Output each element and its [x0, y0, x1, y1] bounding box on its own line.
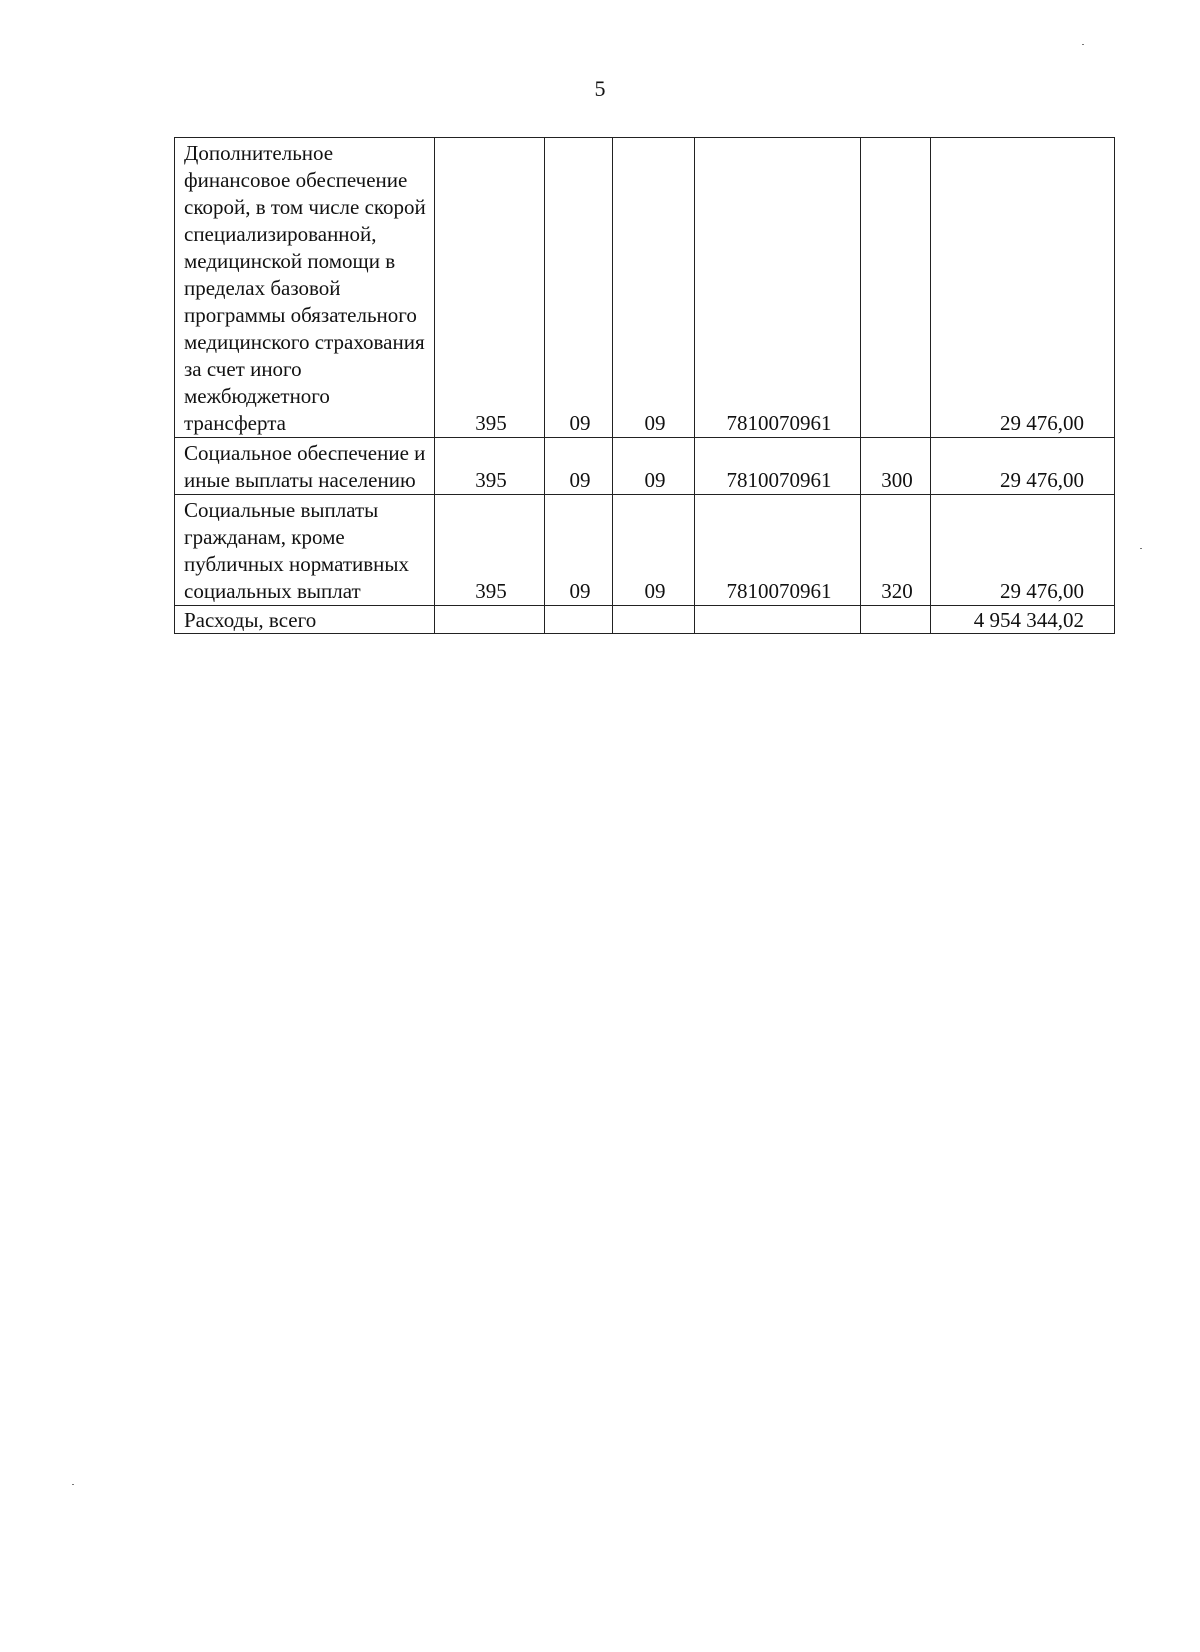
- empty-cell: [613, 606, 695, 634]
- amount-cell: 29 476,00: [931, 495, 1115, 606]
- expense-type-cell: 300: [861, 438, 931, 495]
- scan-speck: [1140, 548, 1142, 549]
- amount-cell: 29 476,00: [931, 438, 1115, 495]
- total-amount-cell: 4 954 344,02: [931, 606, 1115, 634]
- target-article-cell: 7810070961: [695, 438, 861, 495]
- target-article-cell: 7810070961: [695, 138, 861, 438]
- expense-type-cell: [861, 138, 931, 438]
- table-row: [175, 138, 1115, 438]
- grbs-cell: 395: [435, 138, 545, 438]
- row-name-cell: Социальное обеспечение и иные выплаты населению: [175, 438, 435, 495]
- page-number: 5: [594, 76, 606, 101]
- grbs-cell: 395: [435, 495, 545, 606]
- table-row: [175, 495, 1115, 606]
- scan-speck: [1082, 44, 1084, 45]
- expense-type-cell: 320: [861, 495, 931, 606]
- subsection-cell: 09: [613, 495, 695, 606]
- empty-cell: [695, 606, 861, 634]
- expenditure-table: [174, 137, 1115, 634]
- row-name-cell: Дополнительное финансовое обеспечение скорой, в том числе скорой специализированной, медицинской помощи в пределах базовой программы обязательного медицинского страхования за счет иного межбюджетного трансферта: [175, 138, 435, 438]
- subsection-cell: 09: [613, 438, 695, 495]
- section-cell: 09: [545, 495, 613, 606]
- target-article-cell: 7810070961: [695, 495, 861, 606]
- scan-speck: [72, 1484, 74, 1485]
- total-label-cell: Расходы, всего: [175, 606, 435, 634]
- section-cell: 09: [545, 438, 613, 495]
- empty-cell: [861, 606, 931, 634]
- section-cell: 09: [545, 138, 613, 438]
- table-row: [175, 438, 1115, 495]
- total-row: [175, 606, 1115, 634]
- subsection-cell: 09: [613, 138, 695, 438]
- empty-cell: [435, 606, 545, 634]
- row-name-cell: Социальные выплаты гражданам, кроме публичных нормативных социальных выплат: [175, 495, 435, 606]
- empty-cell: [545, 606, 613, 634]
- amount-cell: 29 476,00: [931, 138, 1115, 438]
- grbs-cell: 395: [435, 438, 545, 495]
